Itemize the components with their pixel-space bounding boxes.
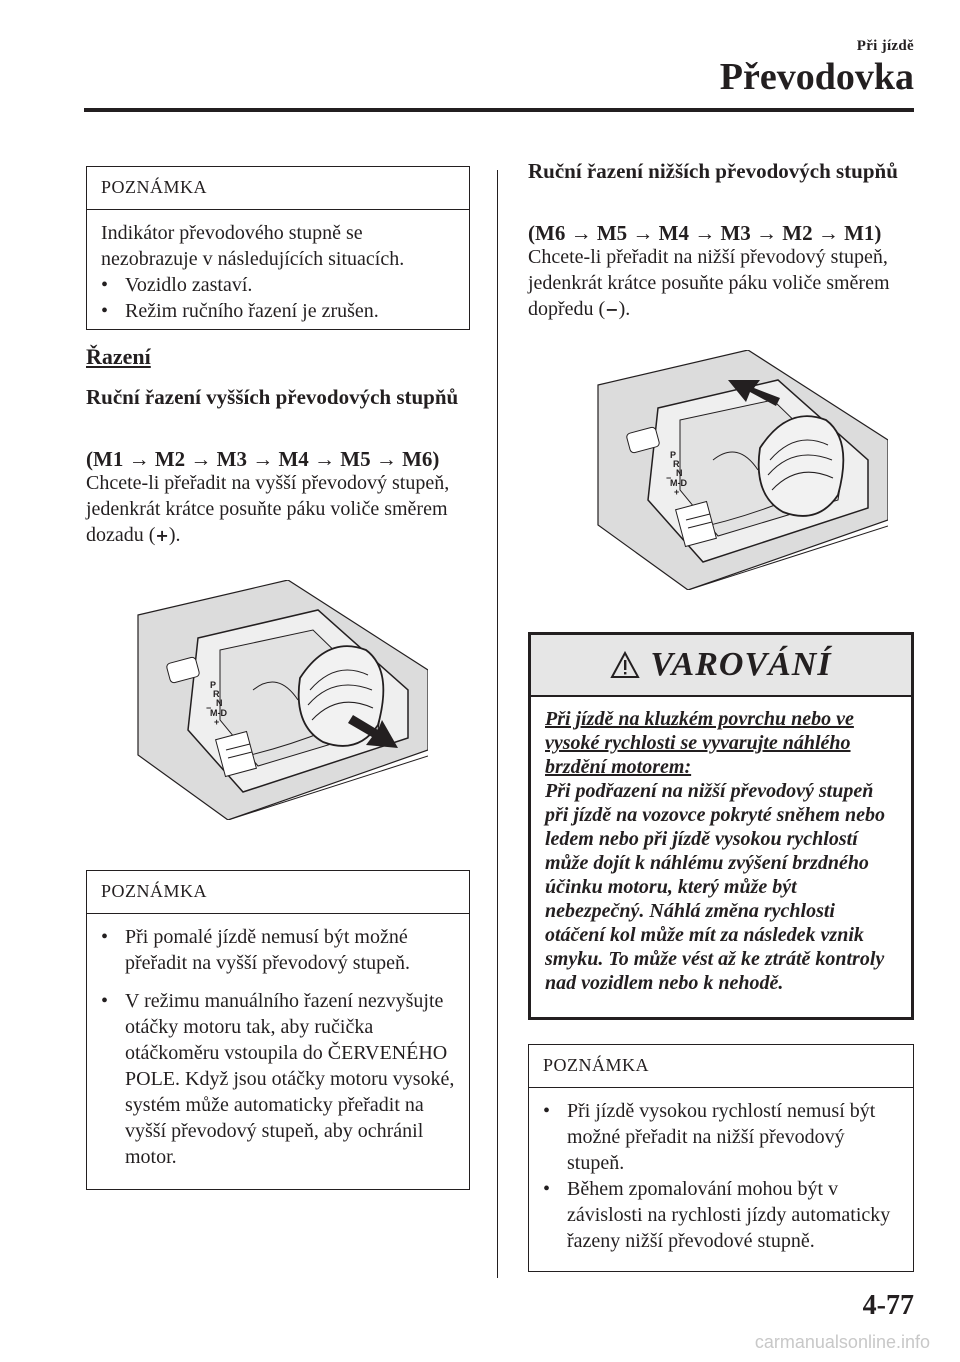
downshift-sequence: (M6 → M5 → M4 → M3 → M2 → M1) — [528, 221, 882, 245]
warning-triangle-icon — [610, 651, 640, 679]
minus-icon: − — [605, 300, 619, 319]
column-divider — [497, 170, 498, 1278]
warning-title: VAROVÁNÍ — [650, 646, 832, 683]
note-box-downshift — [528, 1044, 914, 1272]
warning-text: Při podřazení na nižší převodový stupeň při jízdě na vozovce pokryté sněhem nebo ledem nebo při jízdě vysokou rychlostí může dojít k náhlému zvýšení brzdného účinku motoru, který může být nebezpečný. Náhlá změna rychlosti otáčení kol může mít za následek vznik smyku. To může vést až ke ztrátě kontroly nad vozidlem nebo k nehodě. — [545, 780, 885, 994]
gate-label-md: M-D — [210, 708, 227, 718]
warning-box — [528, 632, 914, 1020]
list-item: • V režimu manuálního řazení nezvyšujte otáčky motoru tak, aby ručička otáčkoměru vstoupila do ČERVENÉHO POLE. Když jsou otáčky motoru vysoké, systém může automaticky přeřadit na vyšší převodový stupeň, aby ochránil motor. — [101, 990, 455, 1168]
downshift-instructions: Chcete-li přeřadit na nižší převodový stupeň, jedenkrát krátce posuňte páku voliče směrem dopředu (−). — [528, 246, 890, 320]
gate-label-plus: + — [214, 717, 220, 727]
note-title: POZNÁMKA — [87, 167, 469, 210]
bullet-icon: • — [101, 274, 109, 296]
bullet-icon: • — [543, 1178, 551, 1200]
list-item: • Při jízdě vysokou rychlostí nemusí být možné přeřadit na nižší převodový stupeň. — [543, 1100, 876, 1174]
note-title: POZNÁMKA — [87, 871, 469, 914]
list-item: • Režim ručního řazení je zrušen. — [101, 300, 379, 322]
header-rule — [84, 108, 914, 112]
bullet-icon: • — [101, 926, 109, 948]
downshift-heading: Ruční řazení nižších převodových stupňů — [528, 159, 898, 183]
list-item: • Při pomalé jízdě nemusí být možné přeřadit na vyšší převodový stupeň. — [101, 926, 410, 974]
gear-lever-upshift-illustration — [128, 580, 428, 820]
upshift-sequence: (M1 → M2 → M3 → M4 → M5 → M6) — [86, 447, 440, 471]
gate-label-minus: − — [206, 703, 212, 713]
gate-label-p: P — [670, 450, 677, 460]
gate-label-minus: − — [666, 473, 672, 483]
warning-lead: Při jízdě na kluzkém povrchu nebo ve vysoké rychlosti se vyvarujte náhlého brzdění motorem: — [545, 708, 854, 778]
gate-label-plus: + — [674, 487, 680, 497]
list-item: • Během zpomalování mohou být v závislosti na rychlosti jízdy automaticky řazeny nižší převodové stupně. — [543, 1178, 891, 1252]
upshift-instructions: Chcete-li přeřadit na vyšší převodový stupeň, jedenkrát krátce posuňte páku voliče směrem dozadu (+). — [86, 472, 450, 546]
list-item: • Vozidlo zastaví. — [101, 274, 253, 296]
note-title: POZNÁMKA — [529, 1045, 913, 1088]
note-intro: Indikátor převodového stupně se nezobrazuje v následujících situacích. — [101, 222, 405, 270]
gate-label-md: M-D — [670, 478, 687, 488]
note-box-upshift — [86, 870, 470, 1190]
upshift-heading: Ruční řazení vyšších převodových stupňů — [86, 385, 459, 409]
note-box-indicator — [86, 166, 470, 330]
bullet-icon: • — [543, 1100, 551, 1122]
watermark: carmanualsonline.info — [754, 1332, 930, 1352]
gate-label-p: P — [210, 680, 217, 690]
section-name: Při jízdě — [856, 38, 914, 54]
plus-icon: + — [155, 526, 169, 545]
bullet-icon: • — [101, 990, 109, 1012]
bullet-icon: • — [101, 300, 109, 322]
page-title: Převodovka — [719, 56, 914, 98]
gate-label-n: N — [676, 468, 683, 478]
gear-lever-downshift-illustration — [588, 350, 888, 590]
page-number: 4-77 — [862, 1290, 914, 1321]
gate-label-r: R — [213, 689, 220, 699]
gate-label-r: R — [673, 459, 680, 469]
gate-label-n: N — [216, 698, 223, 708]
section-heading: Řazení — [86, 344, 151, 369]
